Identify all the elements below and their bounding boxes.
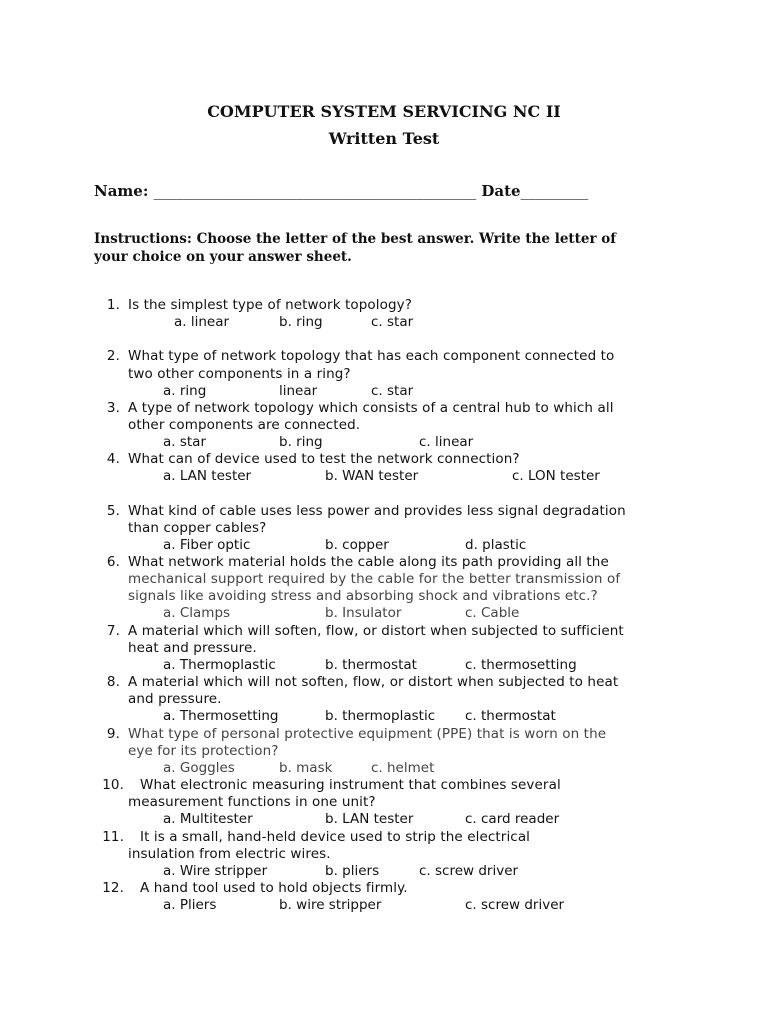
question-number: 4.	[106, 451, 120, 467]
option-a: a. LAN tester	[163, 468, 252, 484]
question-number: 9.	[106, 726, 120, 742]
question-number: 12.	[102, 880, 124, 896]
question-text: heat and pressure.	[128, 640, 257, 656]
option-b: b. LAN tester	[325, 811, 414, 827]
option-a: a. ring	[163, 383, 207, 399]
question-text: What kind of cable uses less power and provides less signal degradation	[128, 503, 626, 519]
option-b: b. WAN tester	[325, 468, 419, 484]
question-text: mechanical support required by the cable for the better transmission of	[128, 571, 621, 587]
option-a: a. Wire stripper	[163, 863, 268, 879]
option-c: c. card reader	[465, 811, 560, 827]
option-b: b. Insulator	[325, 605, 402, 621]
name-blank: ___________________________________________	[153, 182, 477, 200]
question-text: It is a small, hand-held device used to strip the electrical	[140, 829, 531, 845]
option-b: b. pliers	[325, 863, 380, 879]
option-a: a. Multitester	[163, 811, 253, 827]
question-text: A hand tool used to hold objects firmly.	[140, 880, 408, 896]
question-text: What type of personal protective equipment (PPE) that is worn on the	[128, 726, 607, 742]
question-text: insulation from electric wires.	[128, 846, 331, 862]
option-b: linear	[279, 383, 318, 399]
option-c: c. Cable	[465, 605, 520, 621]
instructions-line-1: Instructions: Choose the letter of the best answer. Write the letter of	[94, 231, 617, 247]
question-text: other components are connected.	[128, 417, 361, 433]
question-text: What can of device used to test the network connection?	[128, 451, 520, 467]
option-a: a. Clamps	[163, 605, 231, 621]
question-text: two other components in a ring?	[128, 366, 351, 382]
option-a: a. star	[163, 434, 207, 450]
question-text: and pressure.	[128, 691, 222, 707]
question-text: What type of network topology that has each component connected to	[128, 348, 615, 364]
option-a: a. Thermosetting	[163, 708, 279, 724]
question-number: 10.	[102, 777, 124, 793]
option-a: a. Goggles	[163, 760, 235, 776]
date-blank: _________	[520, 182, 589, 200]
option-b: b. ring	[279, 314, 323, 330]
option-b: b. wire stripper	[279, 897, 382, 913]
question-text: A material which will not soften, flow, or distort when subjected to heat	[128, 674, 619, 690]
option-a: a. Thermoplastic	[163, 657, 276, 673]
question-number: 8.	[106, 674, 120, 690]
question-text: than copper cables?	[128, 520, 267, 536]
option-b: b. copper	[325, 537, 389, 553]
test-title: COMPUTER SYSTEM SERVICING NC II	[207, 102, 561, 121]
question-text: What electronic measuring instrument that combines several	[140, 777, 561, 793]
question-number: 6.	[106, 554, 120, 570]
option-d: d. plastic	[465, 537, 527, 553]
option-b: b. thermostat	[325, 657, 417, 673]
option-c: c. LON tester	[512, 468, 600, 484]
question-text: signals like avoiding stress and absorbing shock and vibrations etc.?	[128, 588, 598, 604]
question-text: A material which will soften, flow, or distort when subjected to sufficient	[128, 623, 624, 639]
option-a: a. linear	[174, 314, 230, 330]
option-c: c. helmet	[371, 760, 435, 776]
option-c: c. star	[371, 383, 414, 399]
question-number: 3.	[106, 400, 120, 416]
question-number: 1.	[106, 297, 120, 313]
option-a: a. Pliers	[163, 897, 217, 913]
option-b: b. mask	[279, 760, 333, 776]
question-number: 5.	[106, 503, 120, 519]
option-c: c. star	[371, 314, 414, 330]
option-c: c. linear	[419, 434, 474, 450]
question-text: measurement functions in one unit?	[128, 794, 376, 810]
instructions-line-2: your choice on your answer sheet.	[94, 249, 352, 265]
name-row	[94, 182, 588, 200]
option-c: c. screw driver	[419, 863, 519, 879]
option-c: c. thermosetting	[465, 657, 577, 673]
option-c: c. screw driver	[465, 897, 565, 913]
question-text: What network material holds the cable along its path providing all the	[128, 554, 609, 570]
option-b: b. thermoplastic	[325, 708, 436, 724]
question-number: 2.	[106, 348, 120, 364]
question-text: eye for its protection?	[128, 743, 279, 759]
option-c: c. thermostat	[465, 708, 556, 724]
question-text: Is the simplest type of network topology?	[128, 297, 413, 313]
question-text: A type of network topology which consists of a central hub to which all	[128, 400, 614, 416]
option-b: b. ring	[279, 434, 323, 450]
test-subtitle: Written Test	[328, 129, 440, 148]
question-number: 11.	[102, 829, 124, 845]
date-label: Date	[481, 182, 521, 200]
question-number: 7.	[106, 623, 120, 639]
name-label: Name:	[94, 182, 149, 200]
option-a: a. Fiber optic	[163, 537, 251, 553]
